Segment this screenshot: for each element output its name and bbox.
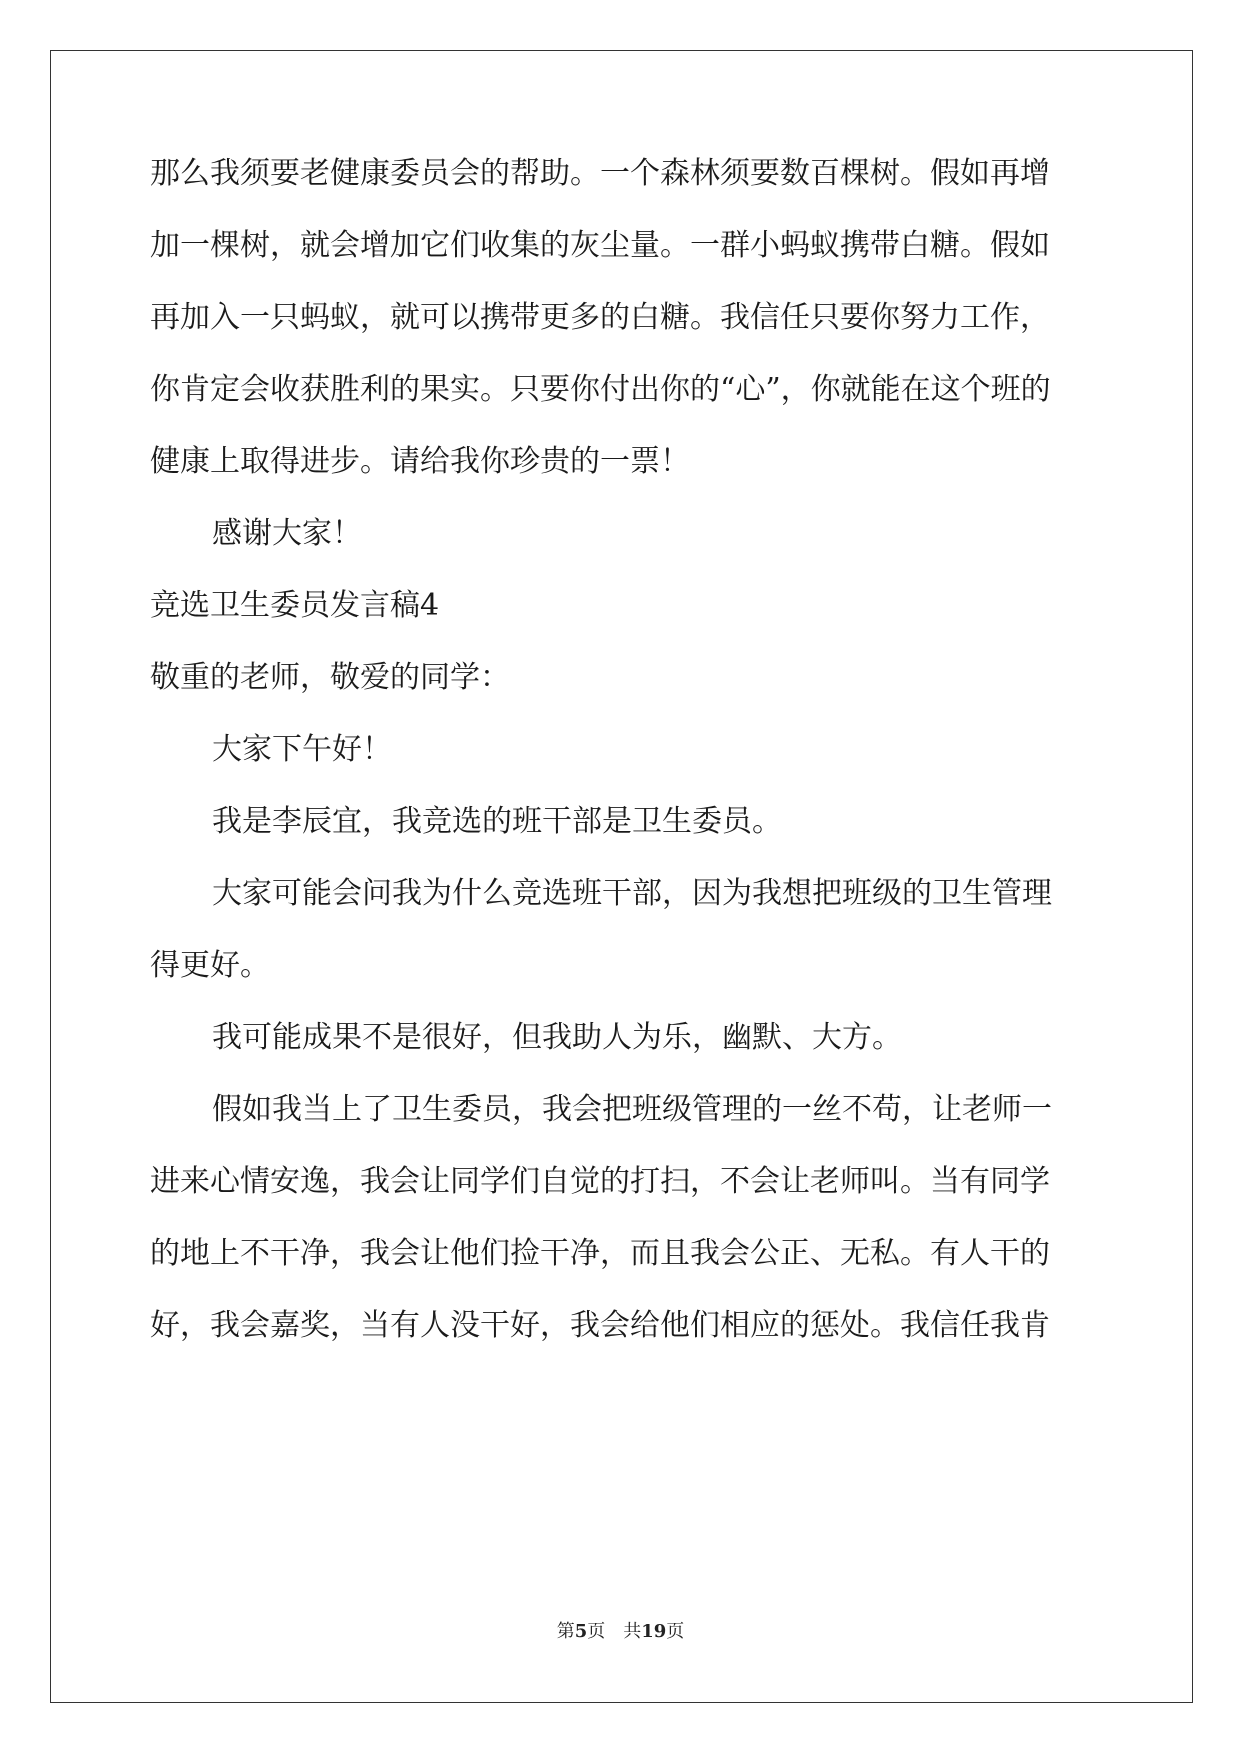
text-line: 的地上不干净，我会让他们捡干净，而且我会公正、无私。有人干的 [150,1236,1050,1271]
text-line: 大家下午好！ [212,732,392,767]
text-line: 我可能成果不是很好，但我助人为乐，幽默、大方。 [212,1020,902,1055]
text-line: 得更好。 [150,948,270,983]
text-line: 健康上取得进步。请给我你珍贵的一票！ [150,444,690,479]
footer-page-unit: 页 [587,1621,606,1642]
total-page-number: 19 [641,1621,667,1642]
text-line: 再加入一只蚂蚁，就可以携带更多的白糖。我信任只要你努力工作， [150,300,1050,335]
salutation: 敬重的老师，敬爱的同学： [150,660,510,695]
text-line: 加一棵树，就会增加它们收集的灰尘量。一群小蚂蚁携带白糖。假如 [150,228,1050,263]
text-line: 你肯定会收获胜利的果实。只要你付出你的“心”，你就能在这个班的 [150,372,1051,407]
current-page-number: 5 [574,1621,588,1642]
text-line: 那么我须要老健康委员会的帮助。一个森林须要数百棵树。假如再增 [150,156,1050,191]
text-line: 好，我会嘉奖，当有人没干好，我会给他们相应的惩处。我信任我肯 [150,1308,1050,1343]
section-heading: 竞选卫生委员发言稿4 [150,588,440,623]
text-line: 感谢大家！ [212,516,362,551]
text-line: 大家可能会问我为什么竞选班干部，因为我想把班级的卫生管理 [212,876,1052,911]
text-line: 进来心情安逸，我会让同学们自觉的打扫，不会让老师叫。当有同学 [150,1164,1050,1199]
footer-total-prefix: 共 [623,1621,642,1642]
footer-prefix: 第 [556,1621,575,1642]
text-line: 假如我当上了卫生委员，我会把班级管理的一丝不苟，让老师一 [212,1092,1052,1127]
footer-total-unit: 页 [666,1621,685,1642]
text-line: 我是李辰宜，我竞选的班干部是卫生委员。 [212,804,782,839]
page-footer [0,1617,1241,1643]
